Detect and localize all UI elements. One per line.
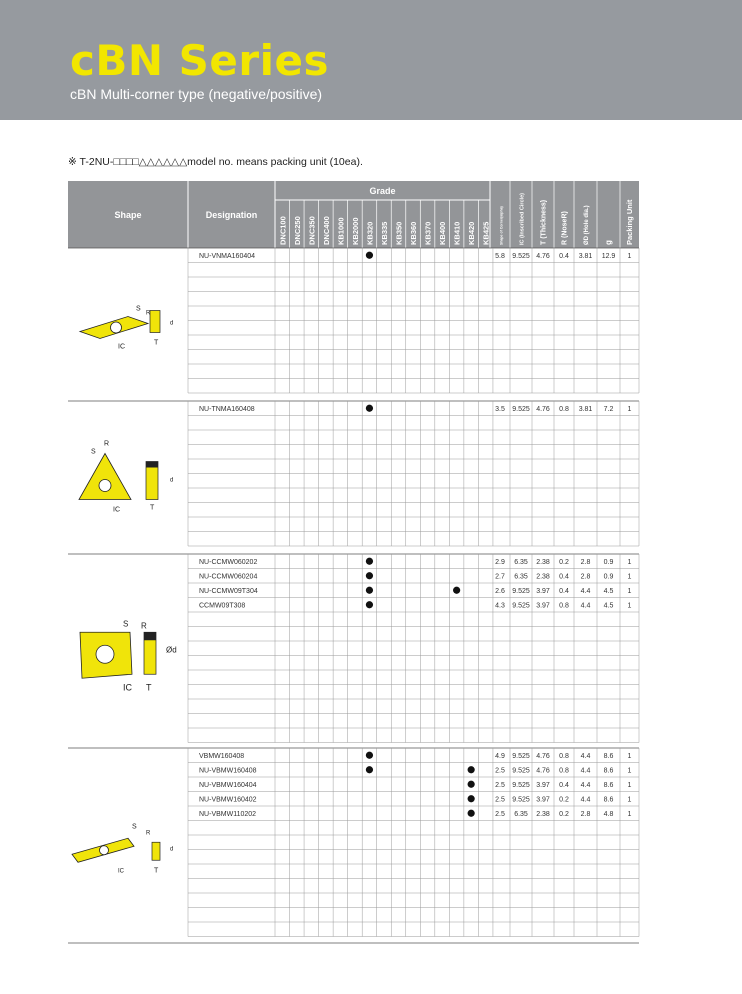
- value-cell: 6.35: [514, 573, 528, 581]
- value-cell: 9.525: [512, 602, 530, 610]
- value-cell: 0.8: [559, 602, 569, 610]
- shape-label: R: [146, 830, 151, 837]
- shape-label: S: [136, 305, 141, 313]
- grade-header-kb410: KB410: [452, 221, 462, 245]
- insert-side-view-top: [146, 462, 158, 468]
- value-cell: 9.525: [512, 753, 530, 760]
- shape-label: R: [146, 310, 151, 317]
- shape-label: T: [154, 867, 159, 875]
- value-cell: 4.76: [536, 753, 550, 760]
- value-cell: 0.4: [559, 253, 569, 260]
- value-cell: 1: [627, 767, 632, 775]
- insert-hole: [100, 846, 109, 855]
- value-cell: 3.81: [578, 406, 593, 413]
- shape-label: IC: [113, 506, 120, 514]
- value-cell: 3.97: [536, 602, 550, 610]
- value-cell: 4.4: [580, 588, 591, 595]
- grade-header-kb2000: KB2000: [350, 217, 360, 245]
- insert-side-view-top: [144, 632, 156, 640]
- value-cell: 1: [627, 782, 632, 789]
- value-cell: 2.38: [536, 559, 550, 566]
- page-title: cBN Series: [70, 36, 330, 85]
- value-cell: 9.525: [512, 253, 530, 260]
- value-cell: 9.525: [512, 588, 530, 595]
- grade-dot-kb410: [453, 587, 460, 594]
- value-cell: 9.525: [512, 796, 530, 804]
- grade-dot-kb320: [366, 252, 373, 259]
- grade-dot-kb320: [366, 587, 373, 594]
- value-cell: 1: [627, 588, 632, 595]
- shape-label: R: [104, 440, 110, 448]
- shape-label: S: [132, 823, 137, 831]
- value-cell: 0.8: [559, 753, 569, 760]
- dimension-header: T (Thickness): [540, 199, 548, 245]
- value-cell: 8.6: [603, 782, 614, 789]
- grade-header-dnc400: DNC400: [321, 216, 331, 245]
- value-cell: 0.4: [559, 782, 569, 789]
- value-cell: 0.2: [559, 559, 569, 566]
- value-cell: 2.5: [495, 782, 505, 789]
- value-cell: 2.5: [495, 796, 505, 804]
- value-cell: 0.9: [603, 559, 614, 566]
- value-cell: 7.2: [603, 406, 614, 413]
- designation-cell: CCMW09T308: [199, 602, 246, 610]
- designation-cell: NU-VBMW160402: [199, 796, 257, 804]
- shape-label: T: [154, 339, 159, 347]
- page-subtitle: cBN Multi-corner type (negative/positive): [70, 86, 323, 102]
- grade-header-kb420: KB420: [467, 221, 477, 245]
- grade-header-kb350: KB350: [394, 221, 404, 245]
- designation-cell: NU-VBMW160408: [199, 767, 257, 775]
- grade-header-kb425: KB425: [481, 221, 491, 245]
- grade-header-dnc350: DNC350: [307, 216, 317, 245]
- value-cell: 1: [627, 602, 632, 610]
- value-cell: 3.5: [495, 406, 505, 413]
- value-cell: 9.525: [512, 406, 530, 413]
- value-cell: 5.8: [495, 253, 505, 260]
- value-cell: 3.97: [536, 796, 550, 804]
- value-cell: 4.4: [580, 782, 591, 789]
- designation-cell: VBMW160408: [199, 753, 245, 760]
- value-cell: 2.38: [536, 573, 550, 581]
- tnma-insert-icon: [79, 454, 131, 500]
- designation-cell: NU-TNMA160408: [199, 406, 255, 413]
- value-cell: 2.5: [495, 811, 505, 818]
- value-cell: 2.38: [536, 811, 550, 818]
- value-cell: 1: [627, 796, 632, 804]
- value-cell: 4.76: [536, 253, 550, 260]
- grade-column-header: Grade: [369, 186, 396, 196]
- value-cell: 1: [627, 406, 632, 413]
- value-cell: 4.4: [580, 796, 591, 804]
- value-cell: 0.8: [559, 767, 569, 775]
- designation-cell: NU-VNMA160404: [199, 253, 256, 260]
- value-cell: 0.9: [603, 573, 614, 581]
- value-cell: 3.97: [536, 782, 550, 789]
- grade-dot-kb420: [468, 795, 475, 802]
- value-cell: 4.76: [536, 767, 550, 775]
- grade-dot-kb320: [366, 572, 373, 579]
- value-cell: 1: [627, 573, 632, 581]
- grade-dot-kb320: [366, 601, 373, 608]
- value-cell: 8.6: [603, 796, 614, 804]
- shape-label: d: [170, 846, 174, 853]
- grade-header-kb360: KB360: [409, 221, 419, 245]
- shape-label: Ød: [166, 645, 177, 655]
- shape-label: T: [150, 504, 155, 512]
- insert-hole: [96, 645, 114, 663]
- grade-dot-kb320: [366, 558, 373, 565]
- value-cell: 4.8: [603, 811, 614, 818]
- value-cell: 3.97: [536, 588, 550, 595]
- grade-header-kb320: KB320: [365, 221, 375, 245]
- value-cell: 2.8: [580, 559, 591, 566]
- packing-note: ※ T-2NU-□□□□△△△△△△model no. means packing unit (10ea).: [68, 156, 363, 168]
- value-cell: 6.35: [514, 559, 528, 566]
- grade-dot-kb420: [468, 810, 475, 817]
- grade-dot-kb420: [468, 781, 475, 788]
- value-cell: 4.4: [580, 602, 591, 610]
- value-cell: 2.8: [580, 811, 591, 818]
- shape-label: S: [123, 619, 129, 629]
- shape-label: d: [170, 320, 174, 327]
- dimension-header: IC (Inscribed Circle): [519, 193, 526, 245]
- shape-label: IC: [118, 343, 125, 351]
- shape-column-header: Shape: [114, 210, 142, 220]
- value-cell: 8.6: [603, 753, 614, 760]
- grade-header-kb400: KB400: [438, 221, 448, 245]
- dimension-header: Shape of Corner(alpha): [499, 206, 504, 245]
- value-cell: 2.5: [495, 767, 505, 775]
- value-cell: 4.9: [495, 753, 505, 760]
- value-cell: 1: [627, 559, 632, 566]
- value-cell: 1: [627, 253, 632, 260]
- grade-header-kb1000: KB1000: [336, 217, 346, 245]
- insert-hole: [99, 480, 111, 492]
- grade-dot-kb320: [366, 405, 373, 412]
- grade-dot-kb420: [468, 766, 475, 773]
- value-cell: 4.5: [603, 588, 614, 595]
- dimension-header: Packing Unit: [625, 199, 634, 245]
- value-cell: 4.76: [536, 406, 550, 413]
- value-cell: 0.2: [559, 796, 569, 804]
- value-cell: 1: [627, 753, 632, 760]
- shape-label: T: [146, 682, 152, 693]
- shape-label: IC: [118, 868, 124, 875]
- shape-label: R: [141, 621, 147, 631]
- grade-header-dnc250: DNC250: [292, 216, 302, 245]
- grade-header-dnc100: DNC100: [278, 216, 288, 245]
- value-cell: 8.6: [603, 767, 614, 775]
- value-cell: 2.6: [495, 588, 505, 595]
- dimension-header: g: [604, 240, 613, 245]
- value-cell: 9.525: [512, 782, 530, 789]
- value-cell: 0.2: [559, 811, 569, 818]
- value-cell: 4.3: [495, 602, 505, 610]
- insert-side-view: [150, 311, 160, 333]
- value-cell: 0.8: [559, 406, 569, 413]
- value-cell: 1: [627, 811, 632, 818]
- designation-cell: NU-CCMW060204: [199, 573, 258, 581]
- value-cell: 4.5: [603, 602, 614, 610]
- dimension-header: ØD (Hole dia.): [584, 205, 590, 245]
- insert-side-view: [152, 842, 160, 860]
- designation-cell: NU-CCMW09T304: [199, 588, 258, 595]
- value-cell: 3.81: [578, 253, 593, 260]
- grade-header-kb335: KB335: [379, 221, 389, 245]
- value-cell: 9.525: [512, 767, 530, 775]
- designation-cell: NU-VBMW160404: [199, 782, 257, 789]
- designation-column-header: Designation: [205, 210, 258, 220]
- dimension-header: R (NoseR): [561, 211, 569, 245]
- shape-label: S: [91, 448, 96, 456]
- value-cell: 0.4: [559, 588, 569, 595]
- shape-label: IC: [123, 682, 132, 693]
- insert-hole: [111, 322, 122, 333]
- value-cell: 2.9: [495, 559, 505, 566]
- value-cell: 12.9: [601, 253, 616, 260]
- grade-header-kb370: KB370: [423, 221, 433, 245]
- value-cell: 2.7: [495, 573, 505, 581]
- grade-dot-kb320: [366, 752, 373, 759]
- grade-dot-kb320: [366, 766, 373, 773]
- value-cell: 2.8: [580, 573, 591, 581]
- value-cell: 0.4: [559, 573, 569, 581]
- value-cell: 4.4: [580, 767, 591, 775]
- value-cell: 6.35: [514, 811, 528, 818]
- designation-cell: NU-VBMW110202: [199, 811, 257, 818]
- value-cell: 4.4: [580, 753, 591, 760]
- shape-label: d: [170, 477, 174, 484]
- designation-cell: NU-CCMW060202: [199, 559, 258, 566]
